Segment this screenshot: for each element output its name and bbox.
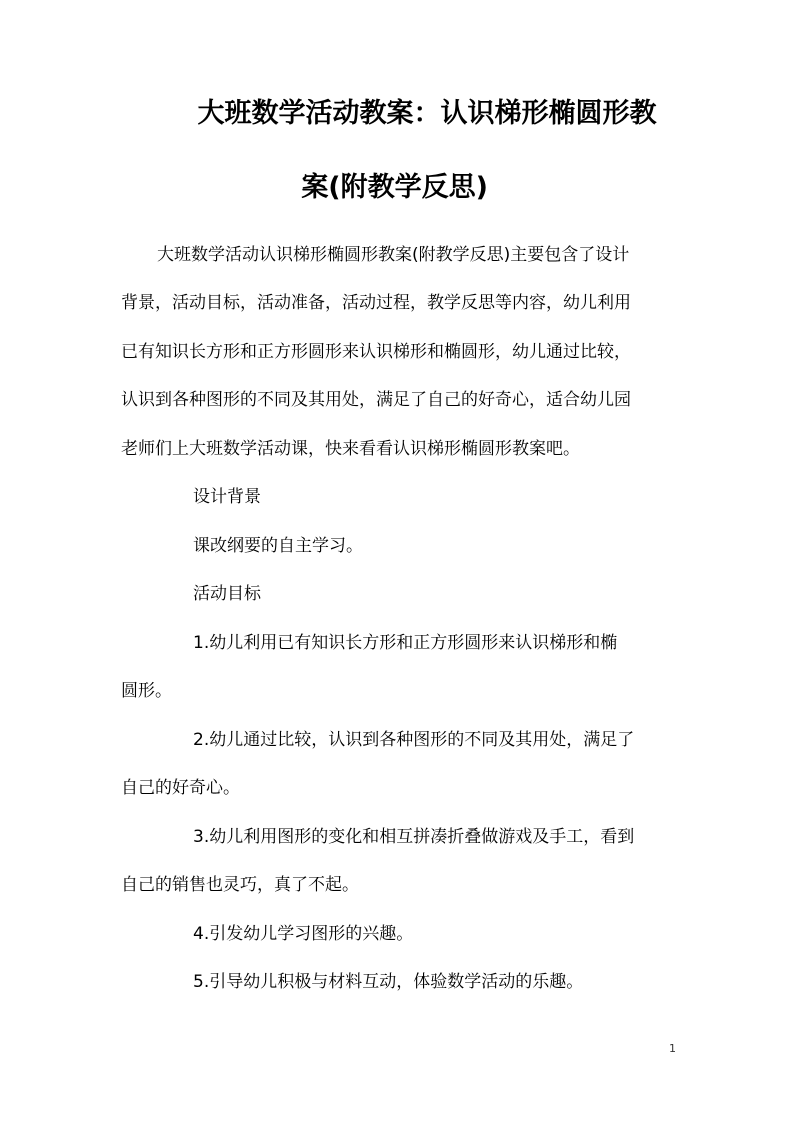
goal-2-line-2: 自己的好奇心。 (121, 778, 240, 798)
design-background-text: 课改纲要的自主学习。 (193, 536, 363, 556)
goal-1-line-1: 1.幼儿利用已有知识长方形和正方形圆形来认识梯形和椭 (193, 633, 618, 653)
document-title-line-1: 大班数学活动教案：认识梯形椭圆形教 (197, 98, 657, 129)
intro-line-1: 大班数学活动认识梯形椭圆形教案(附教学反思)主要包含了设计 (157, 245, 630, 265)
intro-line-4: 认识到各种图形的不同及其用处，满足了自己的好奇心，适合幼儿园 (121, 390, 631, 410)
goal-4: 4.引发幼儿学习图形的兴趣。 (193, 924, 414, 944)
document-title-line-2: 案(附教学反思) (301, 172, 488, 203)
intro-line-2: 背景，活动目标，活动准备，活动过程，教学反思等内容，幼儿利用 (121, 293, 631, 313)
goal-1-line-2: 圆形。 (121, 681, 172, 701)
section-heading-design: 设计背景 (193, 487, 261, 507)
intro-line-3: 已有知识长方形和正方形圆形来认识梯形和椭圆形，幼儿通过比较， (121, 342, 631, 362)
goal-3-line-2: 自己的销售也灵巧，真了不起。 (121, 875, 359, 895)
section-heading-goals: 活动目标 (193, 584, 261, 604)
intro-line-5: 老师们上大班数学活动课，快来看看认识梯形椭圆形教案吧。 (121, 439, 580, 459)
goal-5: 5.引导幼儿积极与材料互动，体验数学活动的乐趣。 (193, 972, 584, 992)
goal-2-line-1: 2.幼儿通过比较，认识到各种图形的不同及其用处，满足了 (193, 730, 635, 750)
goal-3-line-1: 3.幼儿利用图形的变化和相互拼凑折叠做游戏及手工，看到 (193, 827, 635, 847)
page-number: 1 (669, 1042, 676, 1055)
